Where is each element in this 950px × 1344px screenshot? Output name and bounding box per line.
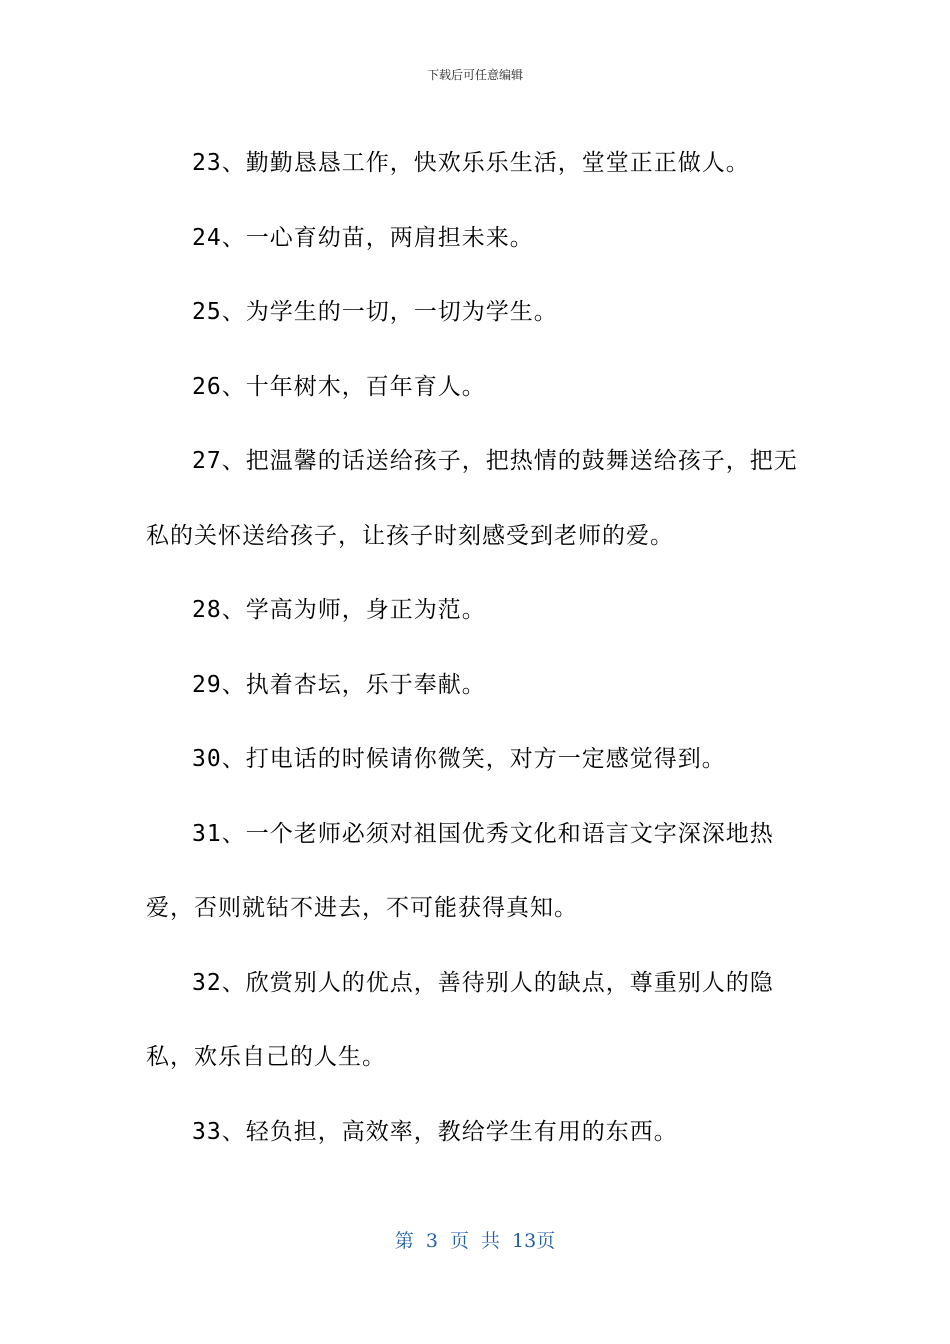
paragraph-31: 31、一个老师必须对祖国优秀文化和语言文字深深地热爱，否则就钻不进去，不可能获得真知。 (146, 820, 774, 921)
page-header: 下载后可任意编辑 (426, 68, 523, 82)
paragraph-29: 29、执着杏坛，乐于奉献。 (192, 671, 486, 698)
paragraph-24: 24、一心育幼苗，两肩担未来。 (192, 224, 534, 251)
paragraph-23: 23、勤勤恳恳工作，快欢乐乐生活，堂堂正正做人。 (192, 150, 750, 176)
paragraph-28: 28、学高为师，身正为范。 (192, 597, 486, 623)
paragraph-25: 25、为学生的一切，一切为学生。 (192, 299, 558, 325)
paragraph-33: 33、轻负担，高效率，教给学生有用的东西。 (192, 1118, 678, 1145)
document-body (146, 126, 816, 1169)
paragraph-32: 32、欣赏别人的优点，善待别人的缺点，尊重别人的隐私，欢乐自己的人生。 (146, 969, 774, 1070)
paragraph-26: 26、十年树木，百年育人。 (192, 373, 486, 400)
paragraph-27: 27、把温馨的话送给孩子，把热情的鼓舞送给孩子，把无私的关怀送给孩子，让孩子时刻感受到老师的爱。 (146, 448, 798, 549)
page-number-footer: 第 3 页 共 13页 (394, 1230, 556, 1252)
paragraph-30: 30、打电话的时候请你微笑，对方一定感觉得到。 (192, 746, 726, 772)
